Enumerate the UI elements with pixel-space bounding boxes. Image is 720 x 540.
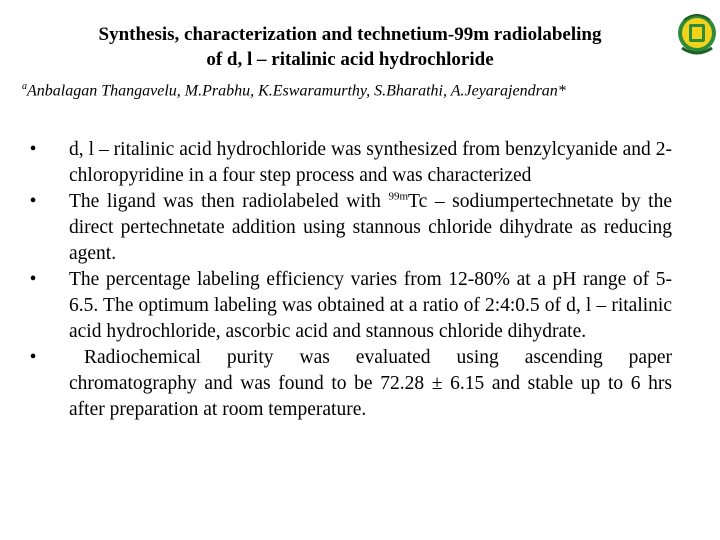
author-list: [22, 76, 702, 102]
bullet-item-efficiency: [20, 267, 672, 345]
bullet-item-purity: [20, 345, 672, 423]
title-line-2: of d, l – ritalinic acid hydrochloride: [206, 49, 494, 70]
bullet-text: Radiochemical purity was evaluated using ascending paper chromatography and was found to be 72.28 ± 6.15 and stable up to 6 hrs after preparation at room temperature.: [69, 347, 672, 420]
institution-logo-icon: [676, 8, 718, 58]
bullet-marker: •: [29, 139, 37, 160]
bullet-text-after: Tc – sodiumpertechnetate by the direct pertechnetate addition using stannous chloride dihydrate as reducing agent.: [69, 191, 672, 264]
bullet-text-before: The ligand was then radiolabeled with: [69, 191, 389, 212]
author-affiliation-superscript: a: [22, 81, 27, 92]
bullet-item-synthesis: [20, 137, 672, 189]
bullet-marker: •: [29, 269, 37, 290]
bullet-marker: •: [29, 191, 37, 212]
author-names: Anbalagan Thangavelu, M.Prabhu, K.Eswaramurthy, S.Bharathi, A.Jeyarajendran*: [27, 82, 566, 100]
isotope-superscript: 99m: [388, 190, 409, 203]
bullet-text: d, l – ritalinic acid hydrochloride was synthesized from benzylcyanide and 2-chloropyridine in a four step process and was characterized: [69, 139, 672, 186]
bullet-marker: •: [29, 347, 37, 368]
bullet-item-radiolabeling: [20, 189, 672, 267]
title-line-1: Synthesis, characterization and technetium-99m radiolabeling: [98, 24, 602, 45]
bullet-list: [20, 137, 672, 423]
bullet-text: The percentage labeling efficiency varies from 12-80% at a pH range of 5-6.5. The optimum labeling was obtained at a ratio of 2:4:0.5 of d, l – ritalinic acid hydrochloride, ascorbic acid and stannous chloride dihydrate.: [69, 269, 672, 342]
slide-title: [30, 22, 670, 72]
